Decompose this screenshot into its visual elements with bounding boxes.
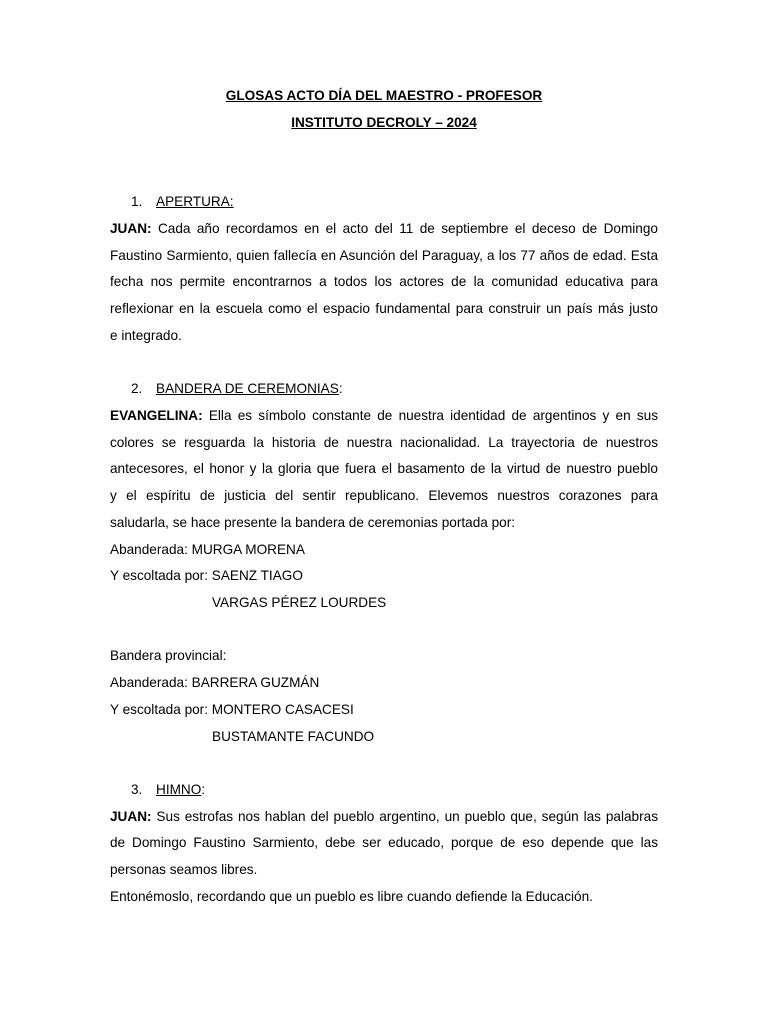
paragraph-line: y el espíritu de justicia del sentir republicano. Elevemos nuestros corazones para bbox=[110, 488, 658, 503]
paragraph-line: de Domingo Faustino Sarmiento, debe ser educado, porque de eso depende que las bbox=[110, 835, 658, 850]
section-title: HIMNO bbox=[156, 782, 202, 797]
section-number: 1. bbox=[131, 194, 143, 209]
section-number: 3. bbox=[131, 782, 143, 797]
document-title: GLOSAS ACTO DÍA DEL MAESTRO - PROFESOR bbox=[225, 88, 543, 103]
paragraph-line: personas seamos libres. bbox=[110, 862, 258, 877]
section-title: APERTURA: bbox=[156, 194, 234, 209]
speaker-name: JUAN: bbox=[110, 221, 152, 236]
escort-line: VARGAS PÉREZ LOURDES bbox=[212, 595, 387, 610]
paragraph-line: Faustino Sarmiento, quien fallecía en Asunción del Paraguay, a los 77 años de edad. Esta bbox=[110, 248, 658, 263]
paragraph-line: EVANGELINA: Ella es símbolo constante de nuestra identidad de argentinos y en sus bbox=[110, 408, 658, 423]
section-title: BANDERA DE CEREMONIAS bbox=[156, 381, 339, 396]
provincial-flag-label: Bandera provincial: bbox=[110, 648, 227, 663]
paragraph-line: Entonémoslo, recordando que un pueblo es libre cuando defiende la Educación. bbox=[110, 889, 593, 904]
paragraph-line: e integrado. bbox=[110, 328, 182, 343]
speaker-name: JUAN: bbox=[110, 809, 152, 824]
paragraph-line: reflexionar en la escuela como el espacio fundamental para construir un país más justo bbox=[110, 301, 658, 316]
document-subtitle: INSTITUTO DECROLY – 2024 bbox=[291, 115, 477, 130]
speaker-name: EVANGELINA: bbox=[110, 408, 203, 423]
paragraph-line: colores se resguarda la historia de nuestra nacionalidad. La trayectoria de nuestros bbox=[110, 435, 658, 450]
flag-bearer: Abanderada: BARRERA GUZMÁN bbox=[110, 675, 320, 690]
paragraph-line: antecesores, el honor y la gloria que fuera el basamento de la virtud de nuestro pueblo bbox=[110, 461, 658, 476]
escort-line: Y escoltada por: MONTERO CASACESI bbox=[110, 702, 354, 717]
document-page: GLOSAS ACTO DÍA DEL MAESTRO - PROFESOR INSTITUTO DECROLY – 2024 1. APERTURA: JUAN: Cada año recordamos en el acto del 11 de septiembre el deceso de Domingo Faustino Sarmiento, quien fallecía en Asunción del Paraguay, a los 77 años de edad. Esta fecha nos permite encontrarnos a todos los actores de la comunidad educativa para reflexionar en la escuela como el espacio fundamental para construir un país más justo e integrado. 2. BANDERA DE CEREMONIAS: EVANGELINA: Ella es símbolo constante de nuestra identidad de argentinos y en sus colores se resguarda la historia de nuestra nacionalidad. La trayectoria de nuestros antecesores, el honor y la gloria que fuera el basamento de la virtud de nuestro pueblo y el espíritu de justicia del sentir republicano. Elevemos nuestros corazones para saludarla, se hace presente la bandera de ceremonias portada por: Abanderada: MURGA MORENA Y escoltada por: SAENZ TIAGO VARGAS PÉREZ LOURDES Bandera provincial: Abanderada: BARRERA GUZMÁN Y escoltada por: MONTERO CASACESI BUSTAMANTE FACUNDO 3. HIMNO: JUAN: Sus estrofas nos hablan del pueblo argentino, un pueblo que, según las palabras de Domingo Faustino Sarmiento, debe ser educado, porque de eso depende que las personas seamos libres. Entonémoslo, recordando que un pueblo es libre cuando defiende la Educación. bbox=[0, 0, 768, 1024]
flag-bearer: Abanderada: MURGA MORENA bbox=[110, 542, 305, 557]
paragraph-line: fecha nos permite encontrarnos a todos los actores de la comunidad educativa para bbox=[110, 274, 658, 289]
paragraph-line: saludarla, se hace presente la bandera de ceremonias portada por: bbox=[110, 515, 516, 530]
section-number: 2. bbox=[131, 381, 143, 396]
escort-line: BUSTAMANTE FACUNDO bbox=[212, 729, 375, 744]
paragraph-line: JUAN: Cada año recordamos en el acto del 11 de septiembre el deceso de Domingo bbox=[110, 221, 658, 236]
escort-line: Y escoltada por: SAENZ TIAGO bbox=[110, 568, 303, 583]
paragraph-line: JUAN: Sus estrofas nos hablan del pueblo argentino, un pueblo que, según las palabras bbox=[110, 809, 658, 824]
